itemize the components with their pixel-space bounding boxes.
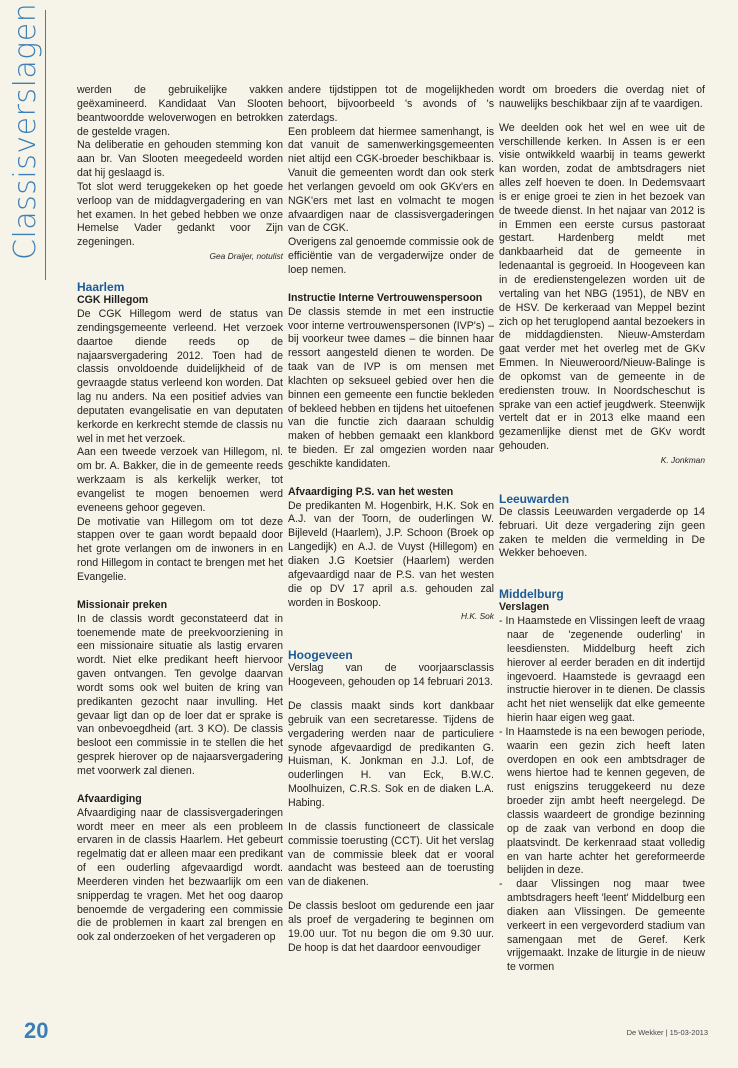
- section-heading-hoogeveen: Hoogeveen: [288, 648, 353, 663]
- paragraph: andere tijdstippen tot de mogelijkheden behoort, bijvoorbeeld 's avonds of 's zaterdags.: [288, 84, 494, 124]
- paragraph: In de classis functioneert de classicale commissie toerusting (CCT). Uit het verslag van de commissie bleek dat er vooral aandacht was besteed aan de toerusting van de diakenen.: [288, 820, 494, 889]
- list-item: - In Haamstede is na een bewogen periode, waarin een gezin zich heeft laten overdopen en ook een ambtsdrager de wens hiertoe had te kennen gegeven, de rust enigszins teruggekeerd nu deze broeder zijn ambt heeft neergelegd. De classis waardeert de grondige bezinning op de zaak van verbond en doop die plaatsvindt. De kerkenraad staat volledig en van harte achter het gereformeerde belijden in deze.: [499, 725, 705, 877]
- paragraph: Een probleem dat hiermee samenhangt, is dat vanuit de samenwerkingsgemeenten niet altijd een CGK-broeder beschikbaar is. Vanuit die gemeenten wordt dan ook sterk het verlangen gevoeld om ook GKv'ers en NGK'ers met last en volmacht te mogen afvaardigen naar de classisvergaderingen van de CGK.: [288, 125, 494, 235]
- section-heading-leeuwarden: Leeuwarden: [499, 491, 570, 506]
- list-item: - In Haamstede en Vlissingen leeft de vraag naar de 'zegenende ouderling' in leesdiensten. Middelburg heeft zich hierover al eerder beraden en dit indertijd ingevoerd. Haamstede is gevraagd een instructie hierover in te dienen. De classis acht het niet wenselijk dat elke gemeente hierin haar eigen weg gaat.: [499, 615, 705, 725]
- paragraph: Verslag van de voorjaarsclassis Hoogeveen, gehouden op 14 februari 2013.: [288, 662, 494, 689]
- paragraph: wordt om broeders die overdag niet of nauwelijks beschikbaar zijn af te vaardigen.: [499, 84, 705, 110]
- subheading-cgk-hillegom: CGK Hillegom: [77, 294, 149, 307]
- subheading-afvaardiging: Afvaardiging: [77, 792, 142, 805]
- author-signature: K. Jonkman: [660, 454, 705, 465]
- paragraph: De motivatie van Hillegom om tot deze stappen over te gaan wordt bepaald door het grote verlangen om de inwoners in en rond Hillegom in contact te brengen met het Evangelie.: [77, 515, 283, 583]
- section-heading-haarlem: Haarlem: [77, 280, 125, 295]
- paragraph: We deelden ook het wel en wee uit de verschillende kerken. In Assen is er een visie ontwikkeld waarbij in teams gewerkt kan worden, zodat de ambtsdragers niet alles zelf hoeven te doen. In Dedemsvaart is er enige groei te zien in het bezoek van de tweede dienst. In het najaar van 2012 is in Emmen een eerste cursus pastoraat gestart. Hardenberg meldt met dankbaarheid dat de gemeente in ledenaantal is gegroeid. In Hoogeveen kan in de eredienstengelezen worden uit de vertaling van het NBG (1951), de NBV en de HSV. De kerkeraad van Meppel bezint zich op het teruglopend aantal bezoekers in de middagdiensten. Nieuw-Amsterdam gaat verder met het overleg met de GKv Emmen. In Nieuweroord/Nieuw-Balinge is de opkomst van de gemeente in de erediensten trouw. In Noordscheschut is sprake van een actief jeugdwerk. Steenwijk vertelt dat er in 2013 elke maand een gezamenlijke dienst met de GKv wordt gehouden.: [499, 121, 705, 453]
- paragraph: De classis maakt sinds kort dankbaar gebruik van een secretaresse. Tijdens de vergadering werden naar de particuliere synode afgevaardigd de predikanten G. Huisman, K. Jonkman en J.J. Lof, de ouderlingen H. van Eck, B.W.C. Moolhuizen, C.R.S. Sok en de diaken L.A. Habing.: [288, 700, 494, 809]
- page-number: 20: [24, 1018, 49, 1043]
- list-item: - daar Vlissingen nog maar twee ambtsdragers heeft 'leent' Middelburg een diaken aan Vlissingen. De gemeente verkeert in een vergevorderd stadium van samengaan met de Geref. Kerk vrijgemaakt. Inzake de liturgie in de nieuw te vormen: [499, 878, 705, 974]
- paragraph: De classis stemde in met een instructie voor interne vertrouwenspersonen (IVP's) – bij voorkeur twee dames – die binnen haar ressort aangesteld dienen te worden. De taak van de IVP is om mensen met klachten op seksueel gebied over hen die binnen een gemeente een functie bekleden of bekleed hebben en tijdens het uitoefenen van die functie zich daaraan schuldig maken of hebben gemaakt een klankbord te bieden. Er zal omgezien worden naar geschikte kandidaten.: [288, 305, 494, 470]
- subheading-ivp: Instructie Interne Vertrouwenspersoon: [288, 291, 483, 304]
- paragraph: Na deliberatie en gehouden stemming kon aan br. Van Slooten meegedeeld worden dat hij geslaagd is.: [77, 139, 283, 180]
- author-signature: H.K. Sok: [460, 611, 494, 622]
- column-1: [77, 84, 283, 945]
- paragraph: De CGK Hillegom werd de status van zendingsgemeente verleend. Het verzoek daartoe diende reeds op de najaarsvergadering 2012. Toen had de classis onvoldoende duidelijkheid of de gevraagde status verleend kon worden. Dat lag nu anders. Na een positief advies van deputaten evangelisatie en van deputaten kerkorde en kerkrecht stemde de classis nu wel in met het verzoek.: [77, 307, 283, 445]
- subheading-verslagen: Verslagen: [499, 601, 550, 614]
- subheading-ps-westen: Afvaardiging P.S. van het westen: [288, 485, 454, 498]
- paragraph: Overigens zal genoemde commissie ook de efficiëntie van de vergaderwijze onder de loep nemen.: [288, 236, 494, 276]
- footer-publication: De Wekker | 15-03-2013: [626, 1028, 708, 1037]
- paragraph: Tot slot werd teruggekeken op het goede verloop van de middagvergadering en van het examen. In het gebed hebben we onze Hemelse Vader gedankt voor Zijn zegeningen.: [77, 180, 283, 249]
- paragraph: Aan een tweede verzoek van Hillegom, nl. om br. A. Bakker, die in de gemeente reeds werkzaam is als kerkelijk werker, tot evangelist te mogen benoemen werd eveneens gehoor gegeven.: [77, 446, 283, 514]
- section-heading-middelburg: Middelburg: [499, 587, 564, 602]
- section-title: Classisverslagen: [8, 2, 43, 260]
- paragraph: In de classis wordt geconstateerd dat in toenemende mate de preekvoorziening in een missionaire situatie als lastig ervaren wordt. Niet elke predikant heeft hiervoor gaven ontvangen. Ten gevolge daarvan wordt soms ook wel buiten de kring van predikanten gezocht naar invulling. Het gevaar ligt dan op de loer dat er sprake is van onbevoegdheid (art. 3 KO). De classis besloot een commissie in te stellen die het gesprek hierover op de najaarsvergadering met voorwerk zal dienen.: [77, 612, 283, 777]
- paragraph: De classis besloot om gedurende een jaar als proef de vergadering te beginnen om 19.00 uur. Tot nu begon die om 9.30 uur. De hoop is dat het daardoor eenvoudiger: [288, 900, 494, 954]
- subheading-missionair: Missionair preken: [77, 598, 168, 611]
- author-signature: Gea Draijer, notulist: [209, 251, 283, 262]
- column-2: [288, 84, 494, 955]
- paragraph: De classis Leeuwarden vergaderde op 14 februari. Uit deze vergadering zijn geen zaken te melden die vermelding in De Wekker behoeven.: [499, 505, 705, 560]
- paragraph: De predikanten M. Hogenbirk, H.K. Sok en A.J. van der Toorn, de ouderlingen W. Bijleveld (Haarlem), J.P. Schoon (Broek op Langedijk) en A.J. de Vuyst (Hillegom) en diaken J.G Koetsier (Haarlem) werden afgevaardigd naar de P.S. van het westen die op DV 17 april a.s. gehouden zal worden in Boskoop.: [288, 499, 494, 609]
- paragraph: Afvaardiging naar de classisvergaderingen wordt meer en meer als een probleem ervaren in de classis Haarlem. Het gebeurt regelmatig dat er alleen maar een predikant of een ouderling afgevaardigd wordt. Meerderen vinden het bezwaarlijk om een snipperdag te vragen. Met het oog daarop benoemde de vergadering een commissie die de problemen in kaart zal brengen en ook zal onderzoeken of het vergaderen op: [77, 806, 283, 944]
- paragraph: werden de gebruikelijke vakken geëxamineerd. Kandidaat Van Slooten beantwoordde weloverwogen en betrokken de gestelde vragen.: [77, 84, 283, 138]
- column-3: [499, 84, 705, 975]
